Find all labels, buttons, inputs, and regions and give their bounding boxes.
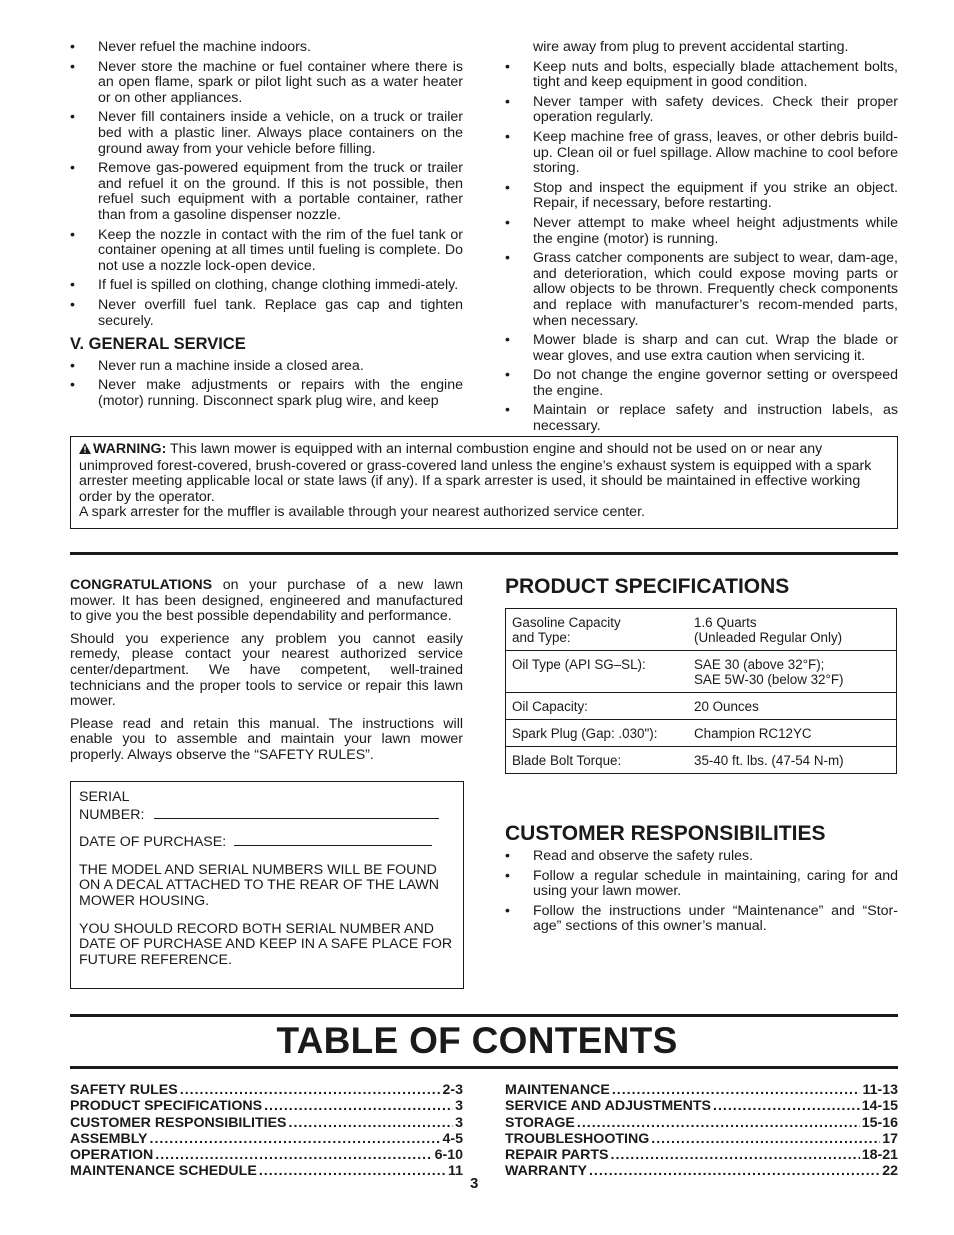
specs-table (505, 608, 897, 774)
toc-entry[interactable]: OPERATION ..... 6-10 (70, 1147, 463, 1163)
serial-number-field (79, 790, 455, 823)
toc-entry[interactable]: SERVICE AND ADJUSTMENTS ..... 14-15 (505, 1098, 898, 1114)
serial-note-2: YOU SHOULD RECORD BOTH SERIAL NUMBER AND DATE OF PURCHASE AND KEEP IN A SAFE PLACE FOR FUTURE REFERENCE. (79, 920, 453, 968)
list-item: • Do not change the engine governor setting or overspeed the engine. (505, 368, 898, 399)
list-item: • Keep the nozzle in contact with the rim of the fuel tank or container opening at all times until fueling is complete. Do not use a nozzle lock-open device. (70, 228, 463, 275)
fuel-safety-list (70, 40, 463, 329)
spec-key: Blade Bolt Torque: (506, 747, 689, 774)
list-item: • Keep nuts and bolts, especially blade attachement bolts, tight and keep equipment in good condition. (505, 60, 898, 91)
list-item: • Never make adjustments or repairs with the engine (motor) running. Disconnect spark plug wire, and keep (70, 378, 463, 409)
list-item: • Keep machine free of grass, leaves, or other debris build-up. Clean oil or fuel spillage. Allow machine to cool before storing. (505, 130, 898, 177)
list-item-continuation: wire away from plug to prevent accidental starting. (533, 39, 849, 55)
general-service-list-continued (505, 40, 898, 435)
divider (70, 1066, 898, 1069)
product-specs-heading: PRODUCT SPECIFICATIONS (505, 575, 790, 598)
congrats-paragraph (70, 578, 463, 625)
serial-label: SERIAL (79, 789, 130, 805)
customer-responsibilities (505, 822, 898, 939)
manual-paragraph: Please read and retain this manual. The instructions will enable you to assemble and maintain your lawn mower properly. Always observe the “SAFETY RULES”. (70, 715, 463, 763)
list-item: • Never fill containers inside a vehicle, on a truck or trailer bed with a plastic liner. Always place containers on the ground away from your vehicle before filling. (70, 110, 463, 157)
serial-label-2: NUMBER: (79, 806, 145, 823)
left-column-safety (70, 40, 463, 413)
purchase-date-blank[interactable] (234, 833, 432, 846)
spec-value: 35-40 ft. lbs. (47-54 N-m) (688, 747, 897, 774)
customer-resp-list (505, 849, 898, 935)
general-service-list (70, 359, 463, 410)
congrats-text: on your purchase of a new lawn mower. It has been designed, engineered and manufactured to give you the best possible dependability and performance. (70, 577, 463, 625)
table-row (506, 651, 897, 693)
warning-paragraph (79, 442, 889, 505)
divider (70, 552, 898, 555)
table-row (506, 609, 897, 651)
divider (70, 1014, 898, 1017)
list-item: • Never overfill fuel tank. Replace gas cap and tighten securely. (70, 298, 463, 329)
list-item: • Never attempt to make wheel height adjustments while the engine (motor) is running. (505, 216, 898, 247)
list-item: • Stop and inspect the equipment if you strike an object. Repair, if necessary, before restarting. (505, 181, 898, 212)
list-item: • Follow the instructions under “Maintenance” and “Stor-age” sections of this owner’s manual. (505, 904, 898, 935)
spec-key: Oil Capacity: (506, 693, 689, 720)
warning-text: This lawn mower is equipped with an internal combustion engine and should not be used on or near any unimproved forest-covered, brush-covered or grass-covered land unless the engine’s exhaust system is equipped with a spark arrester meeting applicable local or state laws (if any). If a spark arrester is used, it should be maintained in effective working order by the operator. (79, 441, 872, 505)
list-item: • Remove gas-powered equipment from the truck or trailer and refuel it on the ground. If this is not possible, then refuel such equipment with a portable container, rather than from a gasoline dispenser nozzle. (70, 161, 463, 223)
list-item: • Maintain or replace safety and instruction labels, as necessary. (505, 403, 898, 434)
intro-section (70, 578, 463, 771)
toc-entry[interactable]: MAINTENANCE SCHEDULE ..... 11 (70, 1163, 463, 1179)
toc-right (505, 1082, 898, 1180)
toc-left (70, 1082, 463, 1180)
general-service-heading: V. GENERAL SERVICE (70, 335, 246, 354)
list-item: • Follow a regular schedule in maintaining, caring for and using your lawn mower. (505, 869, 898, 900)
serial-record-box (70, 781, 464, 989)
list-item: • Read and observe the safety rules. (505, 849, 898, 865)
toc-title: TABLE OF CONTENTS (276, 1020, 678, 1061)
warning-box (70, 436, 898, 529)
list-item: • Mower blade is sharp and can cut. Wrap the blade or wear gloves, and use extra caution when servicing it. (505, 333, 898, 364)
serial-note-1: THE MODEL AND SERIAL NUMBERS WILL BE FOUND ON A DECAL ATTACHED TO THE REAR OF THE LAWN MOWER HOUSING. (79, 861, 440, 909)
toc-entry[interactable]: TROUBLESHOOTING ..... 17 (505, 1131, 898, 1147)
spec-value: SAE 30 (above 32°F); SAE 5W-30 (below 32°F) (688, 651, 897, 693)
list-item: • If fuel is spilled on clothing, change clothing immedi-ately. (70, 278, 463, 294)
toc-entry[interactable]: REPAIR PARTS ..... 18-21 (505, 1147, 898, 1163)
table-row (506, 720, 897, 747)
page-number: 3 (470, 1175, 479, 1192)
table-row (506, 747, 897, 774)
support-paragraph: Should you experience any problem you cannot easily remedy, please contact your nearest authorized service center/department. We have competent, well-trained technicians and the proper tools to service or repair this lawn mower. (70, 630, 463, 710)
spec-value: Champion RC12YC (688, 720, 897, 747)
warning-triangle-icon (79, 443, 91, 459)
serial-number-blank[interactable] (154, 806, 439, 819)
warning-label: WARNING: (93, 441, 167, 457)
warning-text-2: A spark arrester for the muffler is available through your nearest authorized service center. (79, 504, 645, 521)
list-item: • Never store the machine or fuel container where there is an open flame, spark or pilot light such as a water heater or on other appliances. (70, 60, 463, 107)
congrats-bold: CONGRATULATIONS (70, 577, 213, 593)
list-item: • Grass catcher components are subject to wear, dam-age, and deterioration, which could expose moving parts or allow objects to be thrown. Frequently check components and replace with manufacturer’s recom-mended parts, when necessary. (505, 251, 898, 329)
toc-entry[interactable]: ASSEMBLY ..... 4-5 (70, 1131, 463, 1147)
customer-resp-heading: CUSTOMER RESPONSIBILITIES (505, 822, 826, 845)
list-item: • Never tamper with safety devices. Check their proper operation regularly. (505, 95, 898, 126)
spec-key: Spark Plug (Gap: .030"): (506, 720, 689, 747)
toc-entry[interactable]: SAFETY RULES ..... 2-3 (70, 1082, 463, 1098)
spec-value: 20 Ounces (688, 693, 897, 720)
purchase-date-label: DATE OF PURCHASE: (79, 834, 227, 851)
right-column-safety (505, 40, 898, 439)
list-item: • Never refuel the machine indoors. (70, 40, 463, 56)
product-specifications (505, 575, 898, 774)
purchase-date-field (79, 833, 455, 851)
toc-entry[interactable]: PRODUCT SPECIFICATIONS ..... 3 (70, 1098, 463, 1114)
table-row (506, 693, 897, 720)
toc-entry[interactable]: STORAGE ..... 15-16 (505, 1115, 898, 1131)
spec-value: 1.6 Quarts (Unleaded Regular Only) (688, 609, 897, 651)
toc-entry[interactable]: CUSTOMER RESPONSIBILITIES ..... 3 (70, 1115, 463, 1131)
spec-key: Oil Type (API SG–SL): (506, 651, 689, 693)
spec-key: Gasoline Capacity and Type: (506, 609, 689, 651)
toc-entry[interactable]: WARRANTY ..... 22 (505, 1163, 898, 1179)
toc-entry[interactable]: MAINTENANCE ..... 11-13 (505, 1082, 898, 1098)
list-item: • Never run a machine inside a closed area. (70, 359, 463, 375)
